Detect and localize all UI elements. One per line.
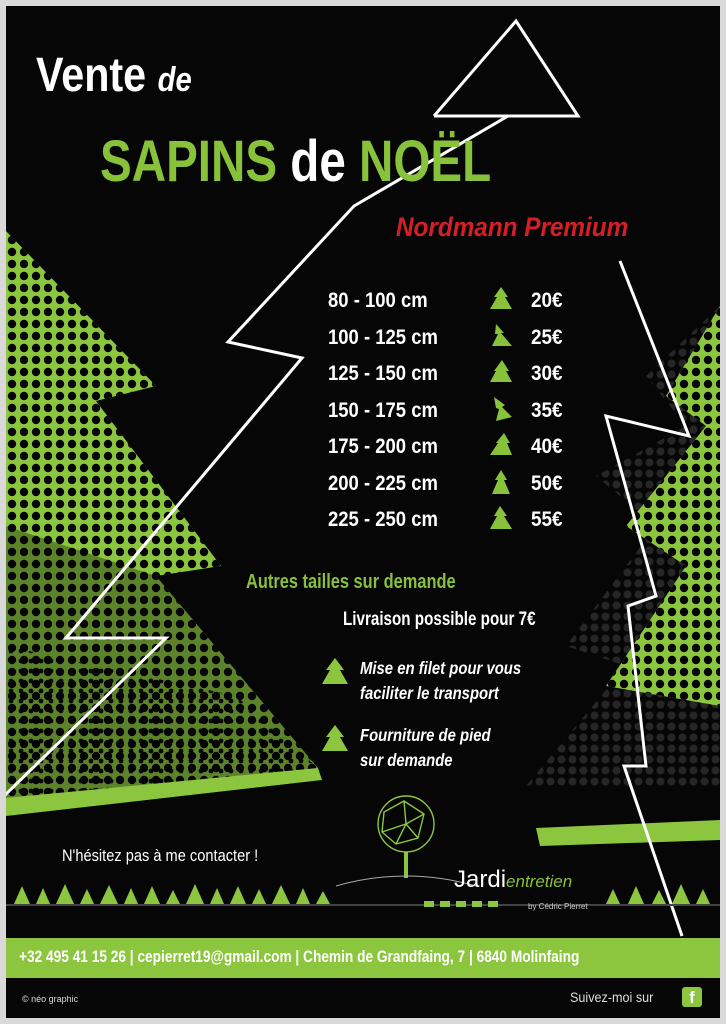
tree-icon (490, 433, 514, 459)
feature-netting-text: Mise en filet pour vous faciliter le transport (360, 658, 522, 703)
price-value: 20€ (531, 289, 563, 312)
tree-icon (490, 360, 514, 386)
price-value: 35€ (531, 398, 563, 422)
contact-bar (6, 938, 720, 978)
tree-icon (322, 725, 348, 753)
price-value: 40€ (531, 435, 563, 458)
delivery-text: Livraison possible pour 7€ (343, 609, 536, 630)
tree-icon (490, 397, 514, 423)
tree-icon (490, 324, 514, 350)
price-size: 100 - 125 cm (328, 325, 438, 349)
tree-icon (490, 287, 514, 313)
title-sapins-de-noel: SAPINS de NOËL (100, 129, 492, 194)
subtitle-nordmann: Nordmann Premium (396, 212, 629, 242)
feature-stand-text: Fourniture de pied sur demande (360, 725, 491, 770)
poster (6, 6, 720, 1018)
price-value: 30€ (531, 362, 563, 385)
price-size: 150 - 175 cm (328, 398, 438, 422)
price-row (328, 435, 588, 467)
tree-icon (490, 470, 514, 496)
contact-details: +32 495 41 15 26 | cepierret19@gmail.com | Chemin de Grandfaing, 7 | 6840 Molinfaing (19, 948, 580, 966)
price-value: 25€ (531, 325, 563, 349)
design-credit: © néo graphic (22, 994, 79, 1004)
tree-icon (322, 658, 348, 686)
tree-icon (490, 506, 514, 532)
price-row (328, 326, 588, 358)
price-row (328, 472, 588, 504)
price-size: 80 - 100 cm (328, 289, 428, 312)
title-vente: Vente de (36, 49, 192, 102)
price-size: 175 - 200 cm (328, 435, 438, 458)
price-size: 225 - 250 cm (328, 508, 438, 531)
price-row (328, 508, 588, 540)
facebook-icon[interactable]: f (682, 987, 702, 1007)
follow-text: Suivez-moi sur (570, 989, 654, 1005)
contact-prompt: N'hésitez pas à me contacter ! (62, 846, 259, 865)
brand-byline: by Cédric Pierret (528, 902, 588, 911)
price-value: 55€ (531, 508, 563, 531)
price-row (328, 399, 588, 431)
brand-logo: Jardientretien (454, 866, 573, 893)
price-value: 50€ (531, 471, 563, 495)
price-row (328, 289, 588, 321)
other-sizes-text: Autres tailles sur demande (246, 571, 456, 593)
price-size: 200 - 225 cm (328, 471, 438, 495)
price-row (328, 362, 588, 394)
small-tree-row (14, 884, 710, 904)
price-size: 125 - 150 cm (328, 362, 438, 385)
